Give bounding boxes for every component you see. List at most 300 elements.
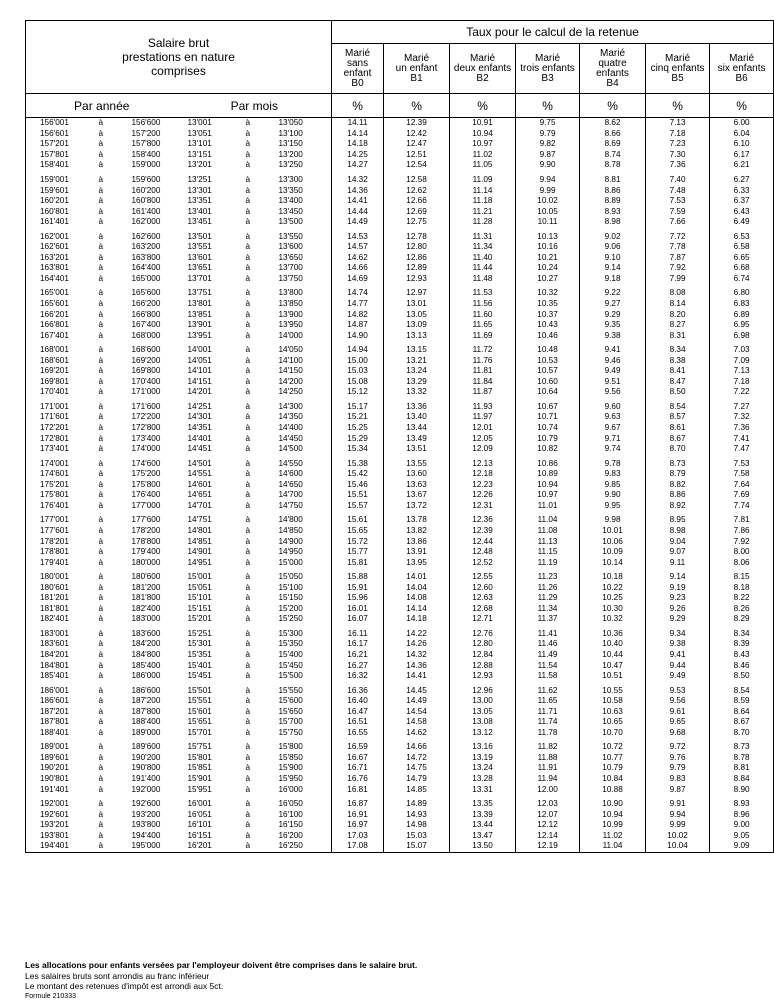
- rate-b1: 12.58: [384, 175, 450, 186]
- rate-b0: 16.87: [332, 799, 384, 810]
- rate-b0: 17.03: [332, 830, 384, 841]
- rate-b4: 10.09: [580, 547, 646, 558]
- rate-b0: 15.29: [332, 433, 384, 444]
- rate-b2: 11.97: [450, 412, 516, 423]
- rate-b1: 14.66: [384, 742, 450, 753]
- rate-b0: 15.88: [332, 572, 384, 583]
- range-separator: à: [98, 830, 104, 840]
- monthly-from: 14'601: [187, 479, 212, 489]
- annual-from: 178'801: [26, 547, 99, 558]
- rate-b1: 13.60: [384, 469, 450, 480]
- rate-b4: 10.72: [580, 742, 646, 753]
- annual-from: 188'401: [26, 728, 99, 739]
- range-separator: à: [98, 423, 104, 433]
- rate-b0: 14.82: [332, 309, 384, 320]
- monthly-from: 15'451: [187, 671, 212, 681]
- annual-from: 180'601: [26, 582, 99, 593]
- rate-b2: 11.65: [450, 320, 516, 331]
- rate-b0: 16.76: [332, 774, 384, 785]
- table-row: [26, 274, 774, 285]
- rate-b1: 14.01: [384, 572, 450, 583]
- monthly-from: 13'651: [187, 263, 212, 273]
- rate-b2: 11.84: [450, 377, 516, 388]
- monthly-from: 13'701: [187, 273, 212, 283]
- rate-b3: 11.46: [516, 639, 580, 650]
- rate-b5: 9.44: [646, 660, 710, 671]
- range-separator: à: [245, 412, 251, 422]
- range-separator: à: [98, 175, 104, 184]
- rate-b1: 13.78: [384, 515, 450, 526]
- range-separator: à: [98, 263, 104, 273]
- annual-from: 162'601: [26, 242, 99, 253]
- rate-b6: 7.58: [710, 469, 774, 480]
- monthly-to: 14'900: [279, 536, 332, 547]
- annual-to: 177'600: [131, 515, 161, 525]
- range-separator: à: [98, 412, 104, 422]
- monthly-from: 13'101: [187, 139, 212, 149]
- rate-b0: 16.21: [332, 650, 384, 661]
- rate-b4: 8.86: [580, 185, 646, 196]
- monthly-to: 15'150: [279, 593, 332, 604]
- rate-b5: 9.53: [646, 685, 710, 696]
- rate-b5: 9.83: [646, 774, 710, 785]
- annual-to: 167'400: [131, 320, 161, 330]
- rate-b4: 10.40: [580, 639, 646, 650]
- rate-b5: 9.99: [646, 820, 710, 831]
- rate-b0: 15.96: [332, 593, 384, 604]
- rate-b2: 13.50: [450, 841, 516, 852]
- annual-to: 162'600: [131, 231, 161, 241]
- rate-b2: 11.02: [450, 150, 516, 161]
- range-separator: à: [98, 196, 104, 206]
- range-separator: à: [98, 444, 104, 454]
- rate-b4: 10.77: [580, 753, 646, 764]
- rate-b4: 9.98: [580, 515, 646, 526]
- range-separator: à: [245, 479, 251, 489]
- annual-to: 187'200: [131, 696, 161, 706]
- rate-b1: 12.42: [384, 129, 450, 140]
- rate-b5: 8.86: [646, 490, 710, 501]
- monthly-from: 13'501: [187, 231, 212, 241]
- annual-to: 165'600: [131, 288, 161, 298]
- par-annee-header: Par année: [26, 94, 178, 118]
- rate-b3: 11.34: [516, 604, 580, 615]
- range-separator: à: [245, 706, 251, 716]
- range-separator: à: [98, 809, 104, 819]
- range-separator: à: [98, 458, 104, 468]
- range-separator: à: [245, 547, 251, 557]
- column-header-b1: Marié un enfant B1: [384, 44, 450, 94]
- rate-b6: 9.05: [710, 830, 774, 841]
- range-separator: à: [245, 809, 251, 819]
- rate-b2: 12.09: [450, 444, 516, 455]
- monthly-to: 15'500: [279, 671, 332, 682]
- rate-b4: 9.83: [580, 469, 646, 480]
- range-separator: à: [245, 231, 251, 241]
- monthly-from: 15'151: [187, 603, 212, 613]
- monthly-to: 15'300: [279, 629, 332, 640]
- table-row: [26, 526, 774, 537]
- range-separator: à: [245, 196, 251, 206]
- rate-b0: 15.42: [332, 469, 384, 480]
- rate-b0: 16.81: [332, 784, 384, 795]
- rate-b4: 9.22: [580, 288, 646, 299]
- rate-b2: 12.52: [450, 557, 516, 568]
- form-number: Formule 210333: [25, 992, 76, 1000]
- monthly-from: 14'451: [187, 444, 212, 454]
- annual-to: 166'200: [131, 299, 161, 309]
- rate-b3: 10.64: [516, 387, 580, 398]
- monthly-to: 14'800: [279, 515, 332, 526]
- rate-b0: 16.67: [332, 753, 384, 764]
- range-separator: à: [98, 231, 104, 241]
- rate-b4: 10.14: [580, 557, 646, 568]
- table-row: [26, 572, 774, 583]
- rate-b2: 10.97: [450, 139, 516, 150]
- monthly-from: 15'301: [187, 639, 212, 649]
- rate-b2: 12.39: [450, 526, 516, 537]
- annual-to: 169'200: [131, 355, 161, 365]
- rate-b1: 14.08: [384, 593, 450, 604]
- monthly-to: 15'450: [279, 660, 332, 671]
- rate-b6: 6.49: [710, 217, 774, 228]
- rate-b5: 8.70: [646, 444, 710, 455]
- rate-b4: 10.51: [580, 671, 646, 682]
- rate-b2: 11.93: [450, 402, 516, 413]
- table-row: [26, 480, 774, 491]
- rate-b4: 8.98: [580, 217, 646, 228]
- table-row: [26, 263, 774, 274]
- range-separator: à: [245, 185, 251, 195]
- rate-b4: 10.47: [580, 660, 646, 671]
- range-separator: à: [245, 273, 251, 283]
- range-separator: à: [98, 784, 104, 794]
- column-header-b2: Marié deux enfants B2: [450, 44, 516, 94]
- rate-b5: 7.78: [646, 242, 710, 253]
- rate-b0: 16.47: [332, 706, 384, 717]
- rate-b6: 6.43: [710, 206, 774, 217]
- range-separator: à: [245, 536, 251, 546]
- rate-b0: 17.08: [332, 841, 384, 852]
- range-separator: à: [98, 479, 104, 489]
- monthly-to: 14'000: [279, 330, 332, 341]
- rate-b3: 11.37: [516, 614, 580, 625]
- rate-b2: 12.05: [450, 433, 516, 444]
- rate-b2: 12.96: [450, 685, 516, 696]
- monthly-from: 13'001: [187, 118, 212, 128]
- rate-b2: 12.48: [450, 547, 516, 558]
- rate-b2: 13.08: [450, 717, 516, 728]
- rate-b1: 12.69: [384, 206, 450, 217]
- rate-b1: 13.72: [384, 501, 450, 512]
- annual-to: 157'800: [131, 139, 161, 149]
- monthly-to: 14'250: [279, 387, 332, 398]
- rate-b0: 16.01: [332, 604, 384, 615]
- rate-b6: 8.34: [710, 629, 774, 640]
- rate-b4: 9.51: [580, 377, 646, 388]
- annual-from: 175'201: [26, 480, 99, 491]
- monthly-to: 13'200: [279, 150, 332, 161]
- monthly-from: 14'551: [187, 469, 212, 479]
- rate-b0: 15.65: [332, 526, 384, 537]
- monthly-to: 14'400: [279, 423, 332, 434]
- table-row: [26, 444, 774, 455]
- range-separator: à: [98, 299, 104, 309]
- rate-b6: 7.32: [710, 412, 774, 423]
- annual-to: 193'800: [131, 820, 161, 830]
- table-row: [26, 366, 774, 377]
- range-separator: à: [98, 717, 104, 727]
- rate-b1: 13.32: [384, 387, 450, 398]
- monthly-to: 15'050: [279, 572, 332, 583]
- table-row: [26, 206, 774, 217]
- rate-b2: 11.21: [450, 206, 516, 217]
- monthly-from: 14'951: [187, 557, 212, 567]
- rate-b0: 15.12: [332, 387, 384, 398]
- rate-b5: 9.72: [646, 742, 710, 753]
- rate-b2: 13.24: [450, 763, 516, 774]
- rate-b6: 7.22: [710, 387, 774, 398]
- range-separator: à: [98, 185, 104, 195]
- rate-b3: 11.82: [516, 742, 580, 753]
- range-separator: à: [245, 345, 251, 355]
- rate-b1: 15.07: [384, 841, 450, 852]
- rate-b1: 13.09: [384, 320, 450, 331]
- rate-b0: 15.46: [332, 480, 384, 491]
- rate-b5: 7.99: [646, 274, 710, 285]
- annual-to: 160'200: [131, 185, 161, 195]
- monthly-from: 14'801: [187, 525, 212, 535]
- annual-to: 164'400: [131, 263, 161, 273]
- rate-b2: 11.56: [450, 299, 516, 310]
- rate-b6: 7.47: [710, 444, 774, 455]
- rate-b6: 8.22: [710, 593, 774, 604]
- monthly-to: 13'850: [279, 299, 332, 310]
- annual-to: 194'400: [131, 830, 161, 840]
- monthly-from: 15'901: [187, 773, 212, 783]
- rate-b6: 7.69: [710, 490, 774, 501]
- rate-b1: 14.18: [384, 614, 450, 625]
- rate-b1: 12.39: [384, 118, 450, 129]
- monthly-from: 15'201: [187, 614, 212, 624]
- annual-from: 160'201: [26, 196, 99, 207]
- rate-b6: 8.96: [710, 809, 774, 820]
- rate-b3: 10.11: [516, 217, 580, 228]
- range-separator: à: [245, 469, 251, 479]
- table-row: [26, 696, 774, 707]
- column-header-b0: Marié sans enfant B0: [332, 44, 384, 94]
- annual-to: 173'400: [131, 433, 161, 443]
- annual-from: 158'401: [26, 160, 99, 171]
- range-separator: à: [245, 696, 251, 706]
- rate-b4: 10.70: [580, 728, 646, 739]
- rate-b2: 12.88: [450, 660, 516, 671]
- rate-b0: 15.51: [332, 490, 384, 501]
- table-row: [26, 717, 774, 728]
- range-separator: à: [98, 128, 104, 138]
- table-row: [26, 185, 774, 196]
- percent-header: %: [710, 94, 774, 118]
- table-row: [26, 799, 774, 810]
- monthly-to: 14'950: [279, 547, 332, 558]
- table-row: [26, 706, 774, 717]
- annual-to: 189'000: [131, 727, 161, 737]
- range-separator: à: [98, 345, 104, 355]
- annual-to: 191'400: [131, 773, 161, 783]
- range-separator: à: [245, 649, 251, 659]
- annual-to: 195'000: [132, 841, 178, 852]
- annual-from: 172'201: [26, 423, 99, 434]
- range-separator: à: [245, 242, 251, 252]
- annual-to: 175'200: [131, 469, 161, 479]
- monthly-from: 14'001: [187, 345, 212, 355]
- rate-b1: 14.58: [384, 717, 450, 728]
- monthly-from: 14'751: [187, 515, 212, 525]
- annual-to: 163'200: [131, 242, 161, 252]
- annual-to: 160'800: [131, 196, 161, 206]
- range-separator: à: [245, 639, 251, 649]
- annual-from: 169'801: [26, 377, 99, 388]
- salaire-brut-header: [26, 21, 332, 94]
- monthly-to: 13'350: [279, 185, 332, 196]
- rate-b3: 12.07: [516, 809, 580, 820]
- annual-from: 187'201: [26, 706, 99, 717]
- rate-b2: 13.05: [450, 706, 516, 717]
- range-separator: à: [245, 355, 251, 365]
- rate-b3: 10.89: [516, 469, 580, 480]
- range-separator: à: [98, 252, 104, 262]
- rate-b1: 13.63: [384, 480, 450, 491]
- range-separator: à: [245, 376, 251, 386]
- column-header-b3: Marié trois enfants B3: [516, 44, 580, 94]
- annual-to: 179'400: [131, 547, 161, 557]
- range-separator: à: [98, 752, 104, 762]
- table-row: [26, 309, 774, 320]
- annual-from: 183'001: [26, 629, 99, 640]
- rate-b3: 10.60: [516, 377, 580, 388]
- monthly-from: 15'601: [187, 706, 212, 716]
- rate-b1: 14.79: [384, 774, 450, 785]
- rate-b0: 16.91: [332, 809, 384, 820]
- rate-b6: 6.21: [710, 160, 774, 171]
- annual-from: 177'001: [26, 515, 99, 526]
- annual-from: 191'401: [26, 784, 99, 795]
- monthly-from: 15'101: [187, 593, 212, 603]
- range-separator: à: [98, 706, 104, 716]
- range-separator: à: [245, 799, 251, 809]
- monthly-from: 15'701: [187, 727, 212, 737]
- rate-b5: 8.50: [646, 387, 710, 398]
- monthly-from: 15'351: [187, 649, 212, 659]
- rate-b4: 10.18: [580, 572, 646, 583]
- monthly-to: 14'550: [279, 458, 332, 469]
- monthly-to: 13'150: [279, 139, 332, 150]
- rate-b3: 11.15: [516, 547, 580, 558]
- rate-b5: 8.61: [646, 423, 710, 434]
- range-separator: à: [98, 309, 104, 319]
- rate-b6: 7.64: [710, 480, 774, 491]
- rate-b2: 12.01: [450, 423, 516, 434]
- monthly-from: 15'251: [187, 628, 212, 638]
- rate-b1: 13.24: [384, 366, 450, 377]
- rate-b5: 10.02: [646, 830, 710, 841]
- monthly-from: 14'101: [187, 366, 212, 376]
- percent-header: %: [516, 94, 580, 118]
- monthly-from: 14'851: [187, 536, 212, 546]
- rate-b1: 12.54: [384, 160, 450, 171]
- monthly-from: 14'501: [187, 458, 212, 468]
- annual-from: 183'601: [26, 639, 99, 650]
- rate-b6: 8.18: [710, 582, 774, 593]
- rate-b0: 15.57: [332, 501, 384, 512]
- rate-b5: 9.65: [646, 717, 710, 728]
- annual-to: 178'800: [131, 536, 161, 546]
- annual-to: 162'000: [131, 217, 161, 227]
- rate-b3: 10.43: [516, 320, 580, 331]
- rate-b6: 9.09: [710, 841, 774, 852]
- range-separator: à: [245, 490, 251, 500]
- rate-b4: 8.66: [580, 129, 646, 140]
- annual-from: 190'201: [26, 763, 99, 774]
- table-row: [26, 774, 774, 785]
- tax-rate-table: [25, 20, 774, 853]
- range-separator: à: [245, 614, 251, 624]
- rate-b4: 9.06: [580, 242, 646, 253]
- rate-b6: 8.00: [710, 547, 774, 558]
- annual-from: 159'001: [26, 175, 99, 186]
- rate-b3: 11.65: [516, 696, 580, 707]
- rate-b6: 6.37: [710, 196, 774, 207]
- rate-b6: 6.80: [710, 288, 774, 299]
- rate-b5: 8.73: [646, 458, 710, 469]
- range-separator: à: [98, 685, 104, 695]
- annual-from: 186'601: [26, 696, 99, 707]
- range-separator: à: [245, 763, 251, 773]
- rate-b2: 13.47: [450, 830, 516, 841]
- rate-b4: 10.63: [580, 706, 646, 717]
- range-separator: à: [98, 525, 104, 535]
- rate-b3: 10.21: [516, 253, 580, 264]
- monthly-from: 13'201: [187, 160, 212, 170]
- monthly-from: 13'401: [187, 206, 212, 216]
- rate-b0: 16.55: [332, 728, 384, 739]
- rate-b3: 11.04: [516, 515, 580, 526]
- rate-b2: 11.09: [450, 175, 516, 186]
- rate-b3: 11.41: [516, 629, 580, 640]
- range-separator: à: [98, 603, 104, 613]
- rate-b5: 8.57: [646, 412, 710, 423]
- range-separator: à: [245, 263, 251, 273]
- rate-b5: 10.04: [646, 841, 710, 852]
- rate-b0: 16.36: [332, 685, 384, 696]
- rate-b3: 11.78: [516, 728, 580, 739]
- rate-b6: 7.81: [710, 515, 774, 526]
- rate-b2: 11.31: [450, 231, 516, 242]
- monthly-to: 13'500: [279, 217, 332, 228]
- rate-b2: 13.39: [450, 809, 516, 820]
- range-separator: à: [98, 366, 104, 376]
- table-row: [26, 129, 774, 140]
- rate-b3: 10.82: [516, 444, 580, 455]
- rate-b4: 10.90: [580, 799, 646, 810]
- rate-b1: 14.22: [384, 629, 450, 640]
- annual-from: 159'601: [26, 185, 99, 196]
- rate-b5: 7.23: [646, 139, 710, 150]
- range-separator: à: [98, 217, 104, 227]
- rate-b1: 13.44: [384, 423, 450, 434]
- rate-b5: 9.07: [646, 547, 710, 558]
- rate-b4: 10.32: [580, 614, 646, 625]
